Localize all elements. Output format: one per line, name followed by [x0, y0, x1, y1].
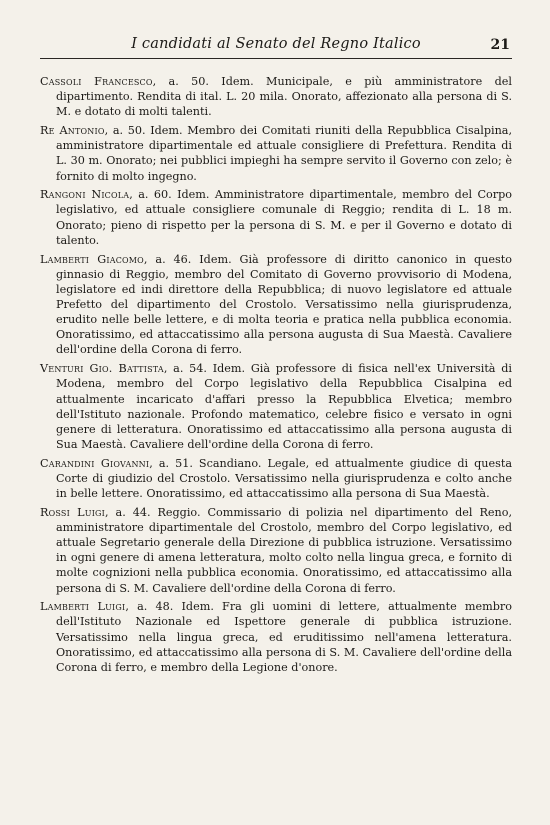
candidate-list — [40, 74, 512, 679]
candidate-name: Venturi Gio. Battista — [40, 362, 164, 376]
candidate-name: Carandini Giovanni — [40, 456, 150, 470]
page-number: 21 — [490, 37, 510, 53]
candidate-description: , a. 48. Idem. Fra gli uomini di lettere, attualmente membro dell'Istituto Nazionale ed Ispettore generale di pubblica istruzione. Versatissimo nella lingua greca, ed eruditissimo nell'amena letteratura. Onoratissimo, ed attaccatissimo alla persona di S. M. Cavaliere dell'ordine della Corona di ferro, e membro della Legione d'onore. — [56, 600, 513, 674]
candidate-description: , a. 50. Idem. Membro dei Comitati riuniti della Repubblica Cisalpina, amministratore dipartimentale ed attuale consigliere di Prefettura. Rendita di L. 30 m. Onorato; nei pubblici impieghi ha sempre servito il Governo con zelo; è fornito di molto ingegno. — [56, 124, 513, 183]
candidate-entry — [40, 456, 512, 501]
candidate-name: Cassoli Francesco — [40, 75, 153, 88]
candidate-name: Lamberti Giacomo — [40, 252, 144, 266]
candidate-entry — [40, 187, 512, 248]
candidate-entry — [40, 252, 512, 358]
candidate-description: , a. 44. Reggio. Commissario di polizia nel dipartimento del Reno, amministratore dipartimentale del Crostolo, membro del Corpo legislativo, ed attuale Segretario generale della Direzione di pubblica istruzione. Versatissimo in ogni genere di amena letteratura, molto colto nella lingua greca, e fornito di molte cognizioni nella pubblica economia. Onoratissimo, ed attaccatissimo alla persona di S. M. Cavaliere dell'ordine della Corona di ferro. — [56, 505, 512, 595]
candidate-description: , a. 54. Idem. Già professore di fisica nell'ex Università di Modena, membro del Corpo legislativo della Repubblica Cisalpina ed attualmente incaricato d'affari presso la Repubblica Elvetica; membro dell'Istituto nazionale. Profondo matematico, celebre fisico e versato in ogni genere di letteratura. Onoratissimo ed attaccatissimo alla persona augusta di Sua Maestà. Cavaliere dell'ordine della Corona di ferro. — [56, 362, 512, 451]
running-title: I candidati al Senato del Regno Italico — [131, 36, 421, 52]
candidate-description: , a. 60. Idem. Amministratore dipartimentale, membro del Corpo legislativo, ed attuale consigliere comunale di Reggio; rendita di L. 18 m. Onorato; pieno di rispetto per la persona di S. M. e per il Governo e dotato di talento. — [56, 188, 512, 247]
candidate-entry — [40, 74, 512, 119]
candidate-name: Re Antonio — [40, 124, 105, 138]
candidate-entry — [40, 123, 512, 184]
candidate-entry — [40, 361, 512, 452]
candidate-description: , a. 46. Idem. Già professore di diritto canonico in questo ginnasio di Reggio, membro del Comitato di Governo provvisorio di Modena, legislatore ed indi direttore della Repubblica; di nuovo legislatore ed attuale Prefetto del dipartimento del Crostolo. Versatissimo nella giurisprudenza, erudito nelle belle lettere, e di molta teoria e pratica nella pubblica economia. Onoratissimo, ed attaccatissimo alla persona augusta di Sua Maestà. Cavaliere dell'ordine della Corona di ferro. — [56, 252, 512, 357]
candidate-entry — [40, 599, 512, 675]
candidate-name: Lamberti Luigi — [40, 600, 126, 614]
candidate-entry — [40, 505, 512, 596]
candidate-description: , a. 50. Idem. Municipale, e più amministratore del dipartimento. Rendita di ital. L. 20 mila. Onorato, affezionato alla persona di S. M. e dotato di molti talenti. — [56, 75, 512, 119]
candidate-description: , a. 51. Scandiano. Legale, ed attualmente giudice di questa Corte di giudizio del Crostolo. Versatissimo nella giurisprudenza e colto anche in belle lettere. Onoratissimo, ed attaccatissimo alla persona di Sua Maestà. — [56, 456, 513, 501]
candidate-name: Rangoni Nicola — [40, 188, 130, 202]
candidate-name: Rossi Luigi — [40, 505, 106, 519]
running-header — [40, 32, 512, 59]
